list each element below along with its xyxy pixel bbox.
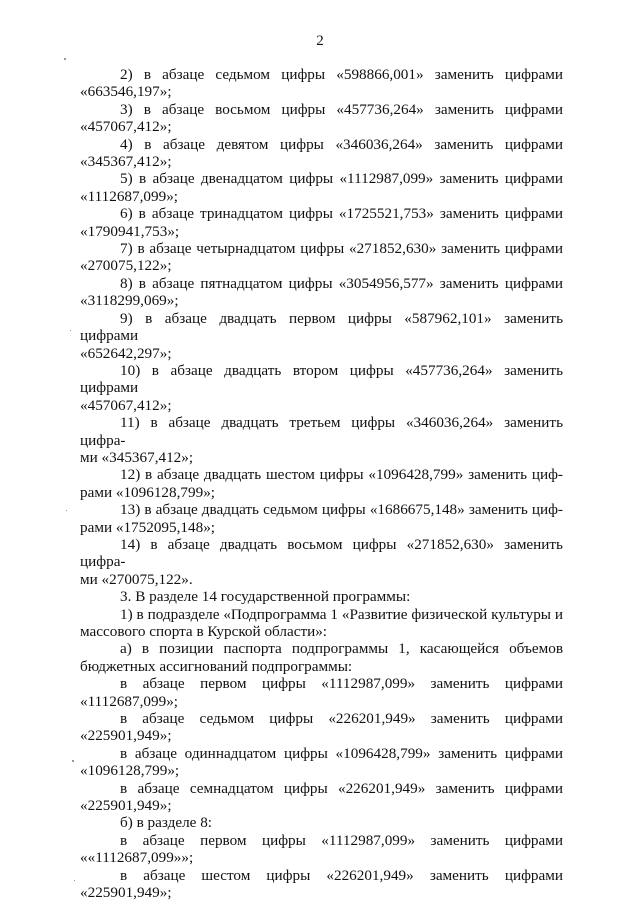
amendment-item-line1: 11) в абзаце двадцать третьем цифры «346036,264» заменить цифра-	[80, 414, 563, 449]
passport-item-line1: в абзаце одиннадцатом цифры «1096428,799» заменить цифрами	[120, 744, 563, 762]
passport-item	[80, 745, 563, 780]
passport-item-line1: в абзаце семнадцатом цифры «226201,949» заменить цифрами	[120, 779, 563, 797]
amendment-item-line1: 13) в абзаце двадцать седьмом цифры «1686675,148» заменить циф-	[120, 501, 563, 519]
section8-item-line1: в абзаце шестом цифры «226201,949» заменить цифрами	[120, 866, 563, 884]
item-a-list	[80, 675, 563, 814]
section8-item-line2: «225901,949»;	[80, 884, 172, 902]
amendment-item-line2: ми «345367,412»;	[80, 448, 194, 466]
subsection-1-line1: 1) в подразделе «Подпрограмма 1 «Развитие физической культуры и	[120, 605, 563, 623]
scan-speck	[72, 760, 74, 762]
amendment-item	[80, 101, 563, 136]
passport-item-line1: в абзаце первом цифры «1112987,099» заменить цифрами	[120, 675, 563, 693]
passport-item-line2: «1112687,099»;	[80, 692, 179, 710]
amendment-item-line1: 14) в абзаце двадцать восьмом цифры «271852,630» заменить цифра-	[80, 535, 563, 571]
passport-item	[80, 710, 563, 745]
amendment-item	[80, 66, 563, 101]
amendment-item	[80, 205, 563, 240]
subsection-1-line2: массового спорта в Курской области»:	[80, 623, 328, 640]
section-heading: 3. В разделе 14 государственной программы:	[120, 588, 411, 606]
amendment-item	[80, 501, 563, 536]
amendment-item	[80, 536, 563, 588]
amendment-item	[80, 414, 563, 466]
amendment-item	[80, 362, 563, 414]
amendment-item	[80, 136, 563, 171]
page-number: 2	[316, 33, 324, 49]
amendment-item	[80, 310, 563, 362]
amendment-item-line2: «1790941,753»;	[80, 222, 180, 240]
amendment-item	[80, 275, 563, 310]
amendment-item	[80, 240, 563, 275]
amendment-item-line2: «652642,297»;	[80, 344, 172, 362]
section8-item-line1: в абзаце первом цифры «1112987,099» заменить цифрами	[120, 831, 563, 849]
amendment-item-line1: 10) в абзаце двадцать втором цифры «457736,264» заменить цифрами	[80, 361, 563, 397]
amendment-item-line2: «663546,197»;	[80, 83, 172, 101]
amendment-item-line2: ми «270075,122».	[80, 570, 193, 588]
amendment-list	[80, 66, 563, 588]
scan-speck	[74, 880, 75, 881]
amendment-item-line1: 5) в абзаце двенадцатом цифры «1112987,099» заменить цифрами	[120, 170, 563, 188]
section-3	[80, 588, 563, 901]
scan-speck	[66, 510, 67, 511]
item-a-line1: а) в позиции паспорта подпрограммы 1, касающейся объемов	[120, 640, 563, 658]
amendment-item-line1: 7) в абзаце четырнадцатом цифры «271852,630» заменить цифрами	[120, 240, 563, 258]
scan-speck	[70, 330, 71, 331]
section8-item-line2: ««1112687,099»»;	[80, 849, 194, 867]
item-b-list	[80, 832, 563, 902]
passport-item-line2: «225901,949»;	[80, 727, 172, 745]
passport-item-line2: «225901,949»;	[80, 797, 172, 815]
amendment-item-line2: «270075,122»;	[80, 257, 172, 275]
amendment-item-line2: «457067,412»;	[80, 396, 172, 414]
amendment-item	[80, 466, 563, 501]
item-b-heading: б) в разделе 8:	[120, 814, 213, 832]
amendment-item-line2: рами «1752095,148»;	[80, 518, 216, 536]
amendment-item-line2: «1112687,099»;	[80, 187, 179, 205]
item-a-line2: бюджетных ассигнований подпрограммы:	[80, 657, 353, 675]
amendment-item-line1: 12) в абзаце двадцать шестом цифры «1096428,799» заменить циф-	[120, 466, 563, 484]
amendment-item-line1: 8) в абзаце пятнадцатом цифры «3054956,577» заменить цифрами	[120, 274, 563, 292]
amendment-item-line1: 6) в абзаце тринадцатом цифры «1725521,753» заменить цифрами	[120, 205, 563, 223]
amendment-item-line2: «3118299,069»;	[80, 292, 179, 310]
section8-item	[80, 832, 563, 867]
amendment-item-line1: 4) в абзаце девятом цифры «346036,264» заменить цифрами	[120, 135, 563, 153]
passport-item-line2: «1096128,799»;	[80, 762, 180, 780]
amendment-item-line1: 2) в абзаце седьмом цифры «598866,001» заменить цифрами	[120, 66, 563, 83]
section8-item	[80, 867, 563, 902]
passport-item-line1: в абзаце седьмом цифры «226201,949» заменить цифрами	[120, 710, 563, 728]
amendment-item-line2: рами «1096128,799»;	[80, 483, 216, 501]
amendment-item	[80, 170, 563, 205]
passport-item	[80, 675, 563, 710]
scan-speck	[64, 58, 66, 60]
amendment-item-line2: «457067,412»;	[80, 118, 172, 136]
amendment-item-line1: 9) в абзаце двадцать первом цифры «587962,101» заменить цифрами	[80, 309, 563, 345]
amendment-item-line2: «345367,412»;	[80, 153, 172, 171]
document-body	[80, 66, 563, 902]
passport-item	[80, 780, 563, 815]
amendment-item-line1: 3) в абзаце восьмом цифры «457736,264» заменить цифрами	[120, 100, 563, 118]
